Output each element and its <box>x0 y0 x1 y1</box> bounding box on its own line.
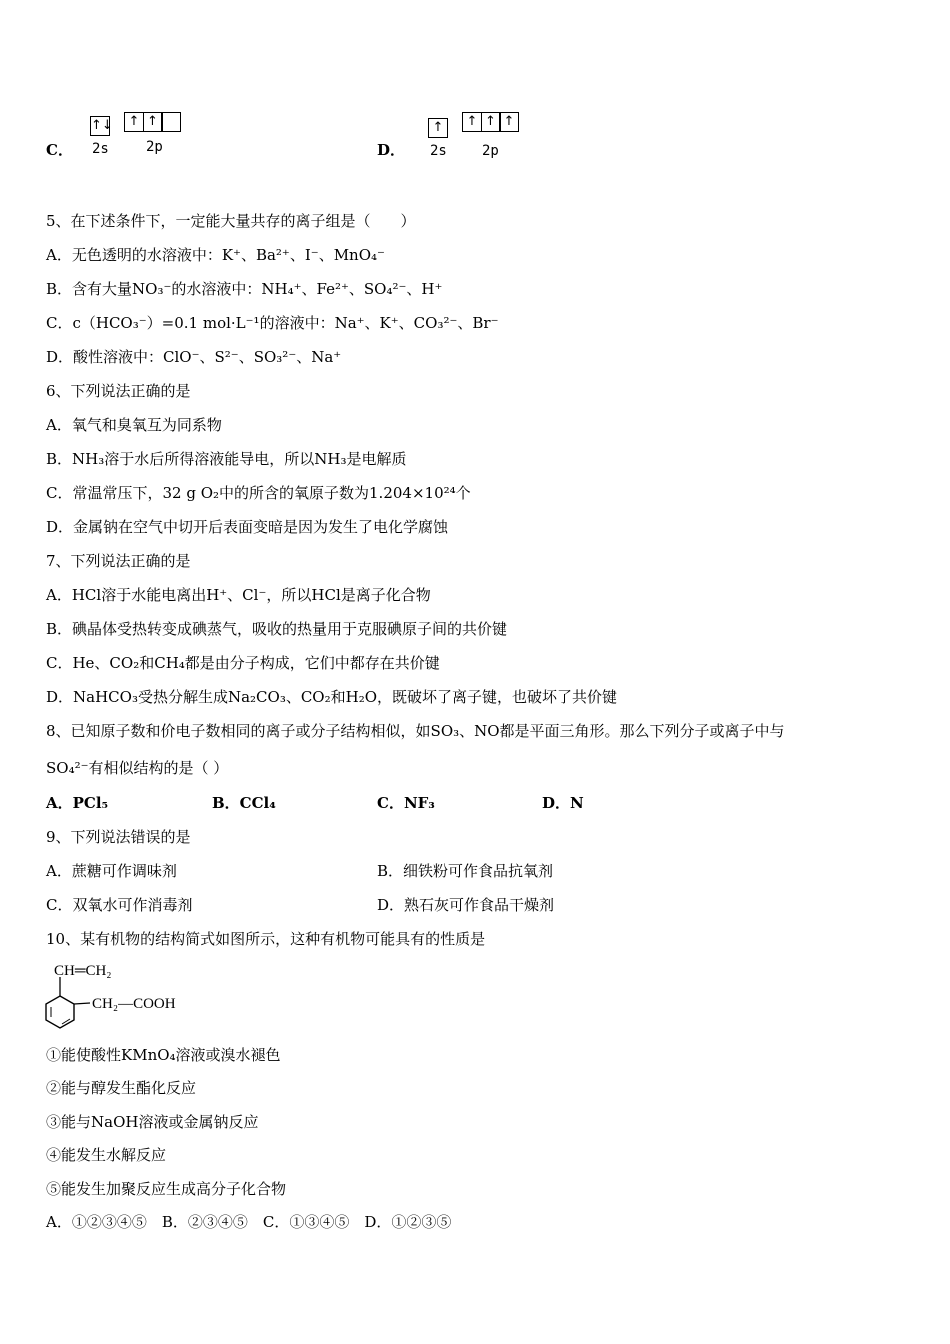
q9-option-a: A．蔗糖可作调味剂 <box>46 862 177 880</box>
q10-options: A．①②③④⑤ B．②③④⑤ C．①③④⑤ D．①②③⑤ <box>46 1213 452 1231</box>
q6-option-c: C．常温常压下，32 g O₂中的所含的氧原子数为1.204×10²⁴个 <box>46 484 471 502</box>
q9-option-d: D．熟石灰可作食品干燥剂 <box>377 896 555 914</box>
q10-property-3: ③能与NaOH溶液或金属钠反应 <box>46 1113 259 1131</box>
q8-option-d: D．N <box>542 794 584 812</box>
option-c-label: C． <box>46 141 73 159</box>
struct-top-label: CH═CH₂ <box>54 963 112 979</box>
bond-side <box>74 1003 90 1004</box>
q6-option-b: B．NH₃溶于水后所得溶液能导电，所以NH₃是电解质 <box>46 450 407 468</box>
orbital-2p-d <box>462 112 518 132</box>
label-2p: 2p <box>146 139 163 155</box>
label-2p: 2p <box>482 143 499 159</box>
orbital-box: ↑ <box>124 112 144 132</box>
orbital-box: ↑ <box>143 112 163 132</box>
orbital-box: ↑ <box>428 118 448 138</box>
q6-stem: 6、下列说法正确的是 <box>46 382 191 400</box>
q8-option-c: C．NF₃ <box>377 794 435 812</box>
orbital-box: ↑ <box>481 112 501 132</box>
orbital-box: ↑ <box>462 112 482 132</box>
q8-stem-line2: SO₄²⁻有相似结构的是（ ） <box>46 759 229 777</box>
q9-stem: 9、下列说法错误的是 <box>46 828 191 846</box>
q5-option-c: C．c（HCO₃⁻）=0.1 mol·L⁻¹的溶液中：Na⁺、K⁺、CO₃²⁻、Br⁻ <box>46 314 499 332</box>
q10-property-5: ⑤能发生加聚反应生成高分子化合物 <box>46 1180 287 1198</box>
q6-option-a: A．氧气和臭氧互为同系物 <box>46 416 222 434</box>
orbital-2p-c <box>124 112 180 132</box>
benzene-ring <box>46 996 74 1028</box>
q9-option-b: B．细铁粉可作食品抗氧剂 <box>377 862 554 880</box>
option-d-label: D． <box>377 141 406 159</box>
q5-option-d: D．酸性溶液中：ClO⁻、S²⁻、SO₃²⁻、Na⁺ <box>46 348 342 366</box>
orbital-box: ↑ <box>499 112 519 132</box>
orbital-box: ↑↓ <box>90 116 110 136</box>
q7-option-a: A．HCl溶于水能电离出H⁺、Cl⁻，所以HCl是离子化合物 <box>46 586 431 604</box>
label-2s: 2s <box>92 141 109 157</box>
orbital-box <box>161 112 181 132</box>
q10-stem: 10、某有机物的结构简式如图所示，这种有机物可能具有的性质是 <box>46 930 486 948</box>
q8-stem-line1: 8、已知原子数和价电子数相同的离子或分子结构相似，如SO₃、NO都是平面三角形。那么下列分子或离子中与 <box>46 722 785 740</box>
struct-side-label: CH₂—COOH <box>92 996 176 1012</box>
orbital-2s-c <box>90 116 113 136</box>
q10-property-1: ①能使酸性KMnO₄溶液或溴水褪色 <box>46 1046 281 1064</box>
q7-option-d: D．NaHCO₃受热分解生成Na₂CO₃、CO₂和H₂O，既破坏了离子键，也破坏了共价键 <box>46 688 618 706</box>
q5-option-a: A．无色透明的水溶液中：K⁺、Ba²⁺、I⁻、MnO₄⁻ <box>46 246 385 264</box>
q5-option-b: B．含有大量NO₃⁻的水溶液中：NH₄⁺、Fe²⁺、SO₄²⁻、H⁺ <box>46 280 443 298</box>
orbital-2s-d <box>428 118 447 138</box>
q8-option-a: A．PCl₅ <box>46 794 109 812</box>
q8-option-b: B．CCl₄ <box>212 794 276 812</box>
q10-property-4: ④能发生水解反应 <box>46 1146 167 1164</box>
q5-stem: 5、在下述条件下，一定能大量共存的离子组是（ ） <box>46 212 416 230</box>
structure-diagram <box>40 956 210 1032</box>
q10-property-2: ②能与醇发生酯化反应 <box>46 1079 197 1097</box>
q7-stem: 7、下列说法正确的是 <box>46 552 191 570</box>
q9-option-c: C．双氧水可作消毒剂 <box>46 896 193 914</box>
q6-option-d: D．金属钠在空气中切开后表面变暗是因为发生了电化学腐蚀 <box>46 518 449 536</box>
q7-option-c: C．He、CO₂和CH₄都是由分子构成，它们中都存在共价键 <box>46 654 440 672</box>
label-2s: 2s <box>430 143 447 159</box>
q7-option-b: B．碘晶体受热转变成碘蒸气，吸收的热量用于克服碘原子间的共价键 <box>46 620 508 638</box>
